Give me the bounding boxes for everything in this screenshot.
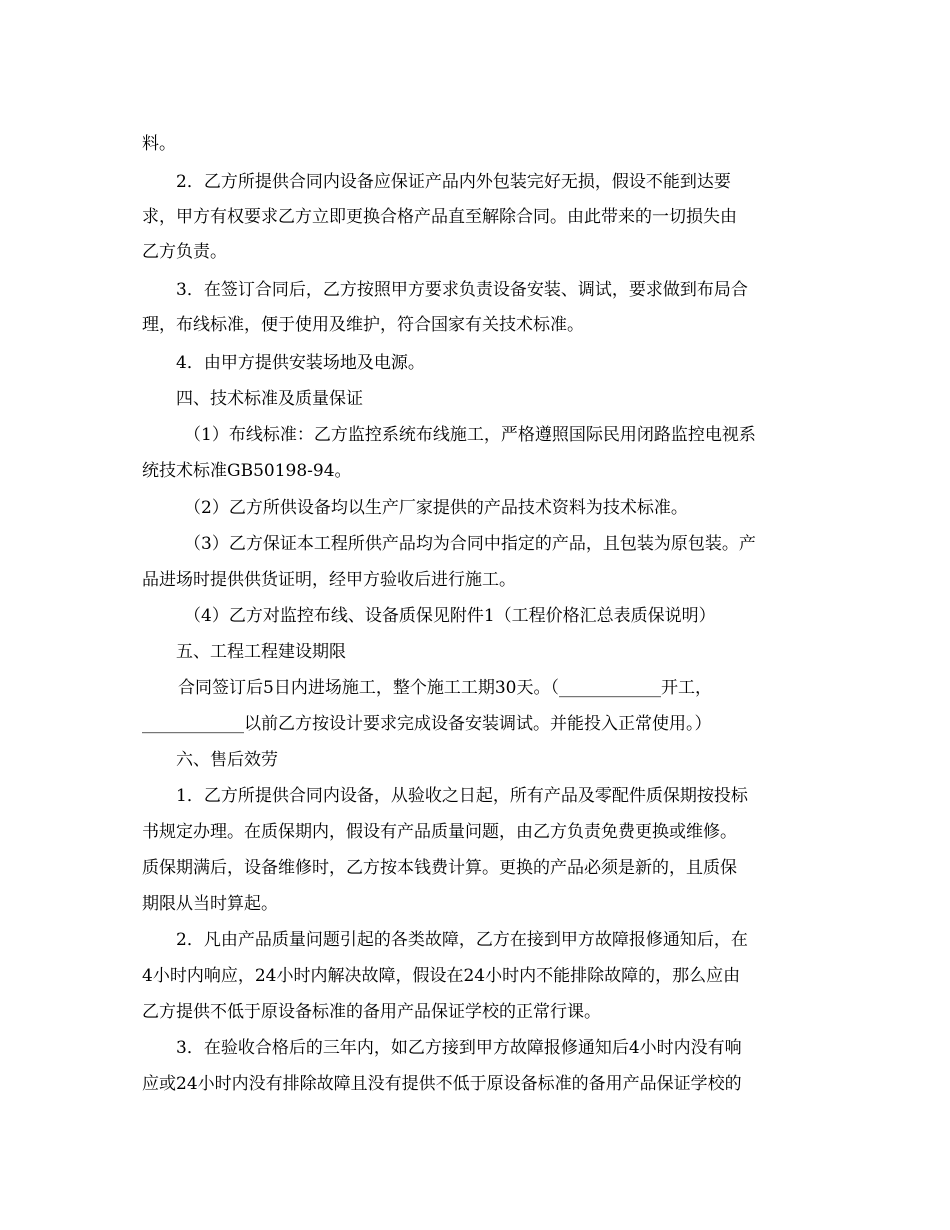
text-line: 书规定办理。在质保期内，假设有产品质量问题，由乙方负责免费更换或维修。	[142, 822, 737, 842]
text-line: 期限从当时算起。	[142, 894, 278, 914]
text-line: ____________以前乙方按设计要求完成设备安装调试。并能投入正常使用。）	[142, 714, 712, 734]
text-line: （1）布线标准：乙方监控系统布线施工，严格遵照国际民用闭路监控电视系	[184, 425, 756, 445]
text-line: 乙方负责。	[142, 242, 227, 262]
text-line: 统技术标准GB50198-94。	[142, 461, 352, 481]
text-line: 求，甲方有权要求乙方立即更换合格产品直至解除合同。由此带来的一切损失由	[142, 207, 737, 227]
section-heading: 四、技术标准及质量保证	[176, 389, 363, 409]
text-line: 3．在验收合格后的三年内，如乙方接到甲方故障报修通知后4小时内没有响	[176, 1038, 742, 1058]
text-line: 理，布线标准，便于使用及维护，符合国家有关技术标准。	[142, 315, 584, 335]
text-line: 2．乙方所提供合同内设备应保证产品内外包装完好无损，假设不能到达要	[176, 172, 731, 192]
section-heading: 六、售后效劳	[176, 750, 278, 770]
text-line: 4小时内响应，24小时内解决故障，假设在24小时内不能排除故障的，那么应由	[142, 966, 741, 986]
text-line: 2．凡由产品质量问题引起的各类故障，乙方在接到甲方故障报修通知后，在	[176, 930, 748, 950]
text-line: 1．乙方所提供合同内设备，从验收之日起，所有产品及零配件质保期按投标	[176, 786, 748, 806]
text-line: （4）乙方对监控布线、设备质保见附件1（工程价格汇总表质保说明）	[184, 606, 716, 626]
section-heading: 五、工程工程建设期限	[176, 642, 346, 662]
text-line: 料。	[142, 134, 176, 154]
text-line: （2）乙方所供设备均以生产厂家提供的产品技术资料为技术标准。	[184, 498, 688, 518]
text-line: 质保期满后，设备维修时，乙方按本钱费计算。更换的产品必须是新的，且质保	[142, 858, 737, 878]
text-line: 4．由甲方提供安装场地及电源。	[176, 353, 425, 373]
text-line: （3）乙方保证本工程所供产品均为合同中指定的产品，且包装为原包装。产	[184, 534, 756, 554]
text-line: 合同签订后5日内进场施工，整个施工工期30天。（____________开工，	[178, 678, 712, 698]
text-line: 应或24小时内没有排除故障且没有提供不低于原设备标准的备用产品保证学校的	[142, 1074, 742, 1094]
text-line: 3．在签订合同后，乙方按照甲方要求负责设备安装、调试，要求做到布局合	[176, 280, 748, 300]
text-line: 乙方提供不低于原设备标准的备用产品保证学校的正常行课。	[142, 1002, 601, 1022]
text-line: 品进场时提供供货证明，经甲方验收后进行施工。	[142, 570, 516, 590]
